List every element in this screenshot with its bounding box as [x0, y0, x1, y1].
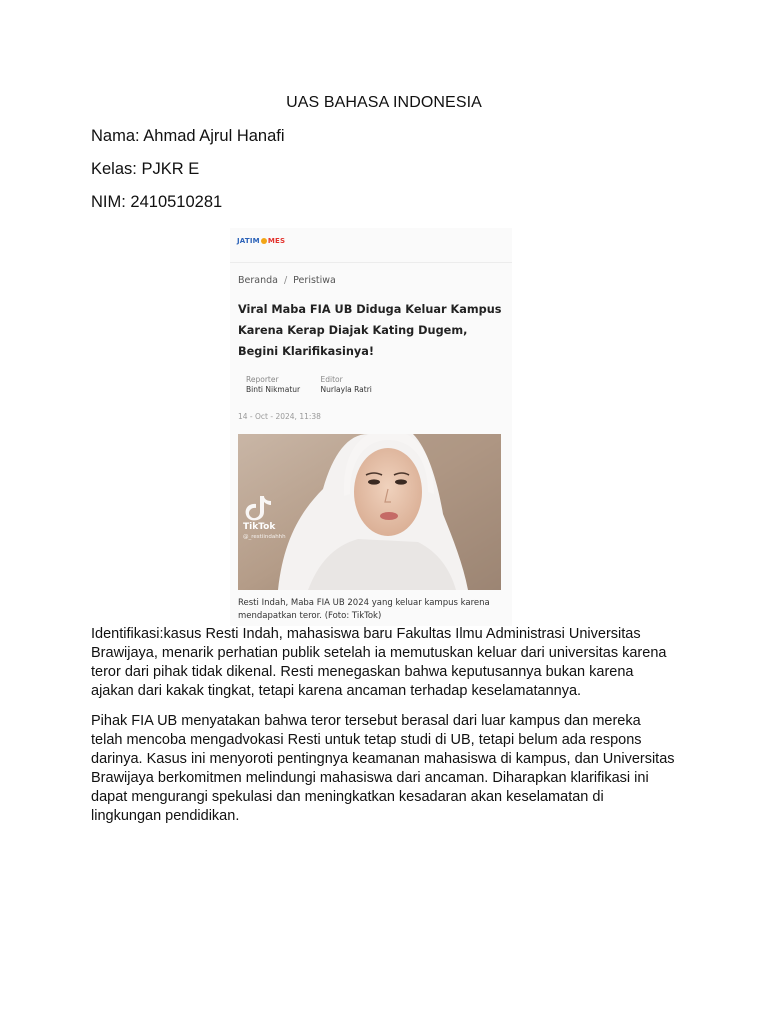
photo-watermark: TikTok	[243, 522, 276, 532]
article-credits	[246, 375, 372, 395]
logo-text-part2: MES	[267, 237, 286, 245]
article-headline: Viral Maba FIA UB Diduga Keluar Kampus Karena Kerap Diajak Kating Dugem, Begini Klarifikasinya!	[238, 303, 502, 358]
reporter-credit	[246, 375, 300, 395]
article-photo	[238, 434, 501, 590]
editor-label: Editor	[320, 375, 343, 384]
photo-handle: @_restiindahhh	[243, 534, 286, 540]
news-site-logo	[237, 237, 285, 245]
reporter-name: Binti Nikmatur	[246, 385, 301, 394]
header-divider	[230, 262, 512, 263]
editor-credit	[321, 375, 372, 395]
editor-name: Nurlayla Ratri	[320, 385, 372, 394]
logo-text-part1: JATIM	[237, 237, 260, 245]
body-paragraph-1: Identifikasi:kasus Resti Indah, mahasiswa baru Fakultas Ilmu Administrasi Universitas Brawijaya, menarik perhatian publik setelah ia memutuskan keluar dari universitas karena teror dari pihak tidak dikenal. Resti menegaskan bahwa keputusannya bukan karena ajakan dari kakak tingkat, tetapi karena ancaman terhadap keselamatannya.	[91, 626, 667, 699]
breadcrumb-separator: /	[283, 275, 288, 286]
breadcrumb-category[interactable]: Peristiwa	[293, 275, 336, 286]
publish-date: 14 - Oct - 2024, 11:38	[238, 412, 321, 421]
logo-mark-icon	[261, 238, 267, 244]
photo-caption: Resti Indah, Maba FIA UB 2024 yang keluar kampus karena mendapatkan teror. (Foto: TikTok)	[238, 598, 490, 621]
document-title: UAS BAHASA INDONESIA	[286, 94, 482, 111]
breadcrumb	[238, 275, 336, 286]
breadcrumb-home[interactable]: Beranda	[238, 275, 278, 286]
student-class: Kelas: PJKR E	[91, 160, 200, 178]
student-nim: NIM: 2410510281	[91, 193, 223, 211]
reporter-label: Reporter	[246, 375, 279, 384]
student-name: Nama: Ahmad Ajrul Hanafi	[91, 127, 285, 145]
body-paragraph-2: Pihak FIA UB menyatakan bahwa teror tersebut berasal dari luar kampus dan mereka telah mencoba mengadvokasi Resti untuk tetap studi di UB, tetapi belum ada respons darinya. Kasus ini menyoroti pentingnya keamanan mahasiswa di kampus, dan Universitas Brawijaya berkomitmen melindungi mahasiswa dari ancaman. Diharapkan klarifikasi ini dapat mengurangi spekulasi dan meningkatkan kesadaran akan keselamatan di lingkungan pendidikan.	[91, 713, 675, 824]
news-article-screenshot	[230, 228, 512, 626]
